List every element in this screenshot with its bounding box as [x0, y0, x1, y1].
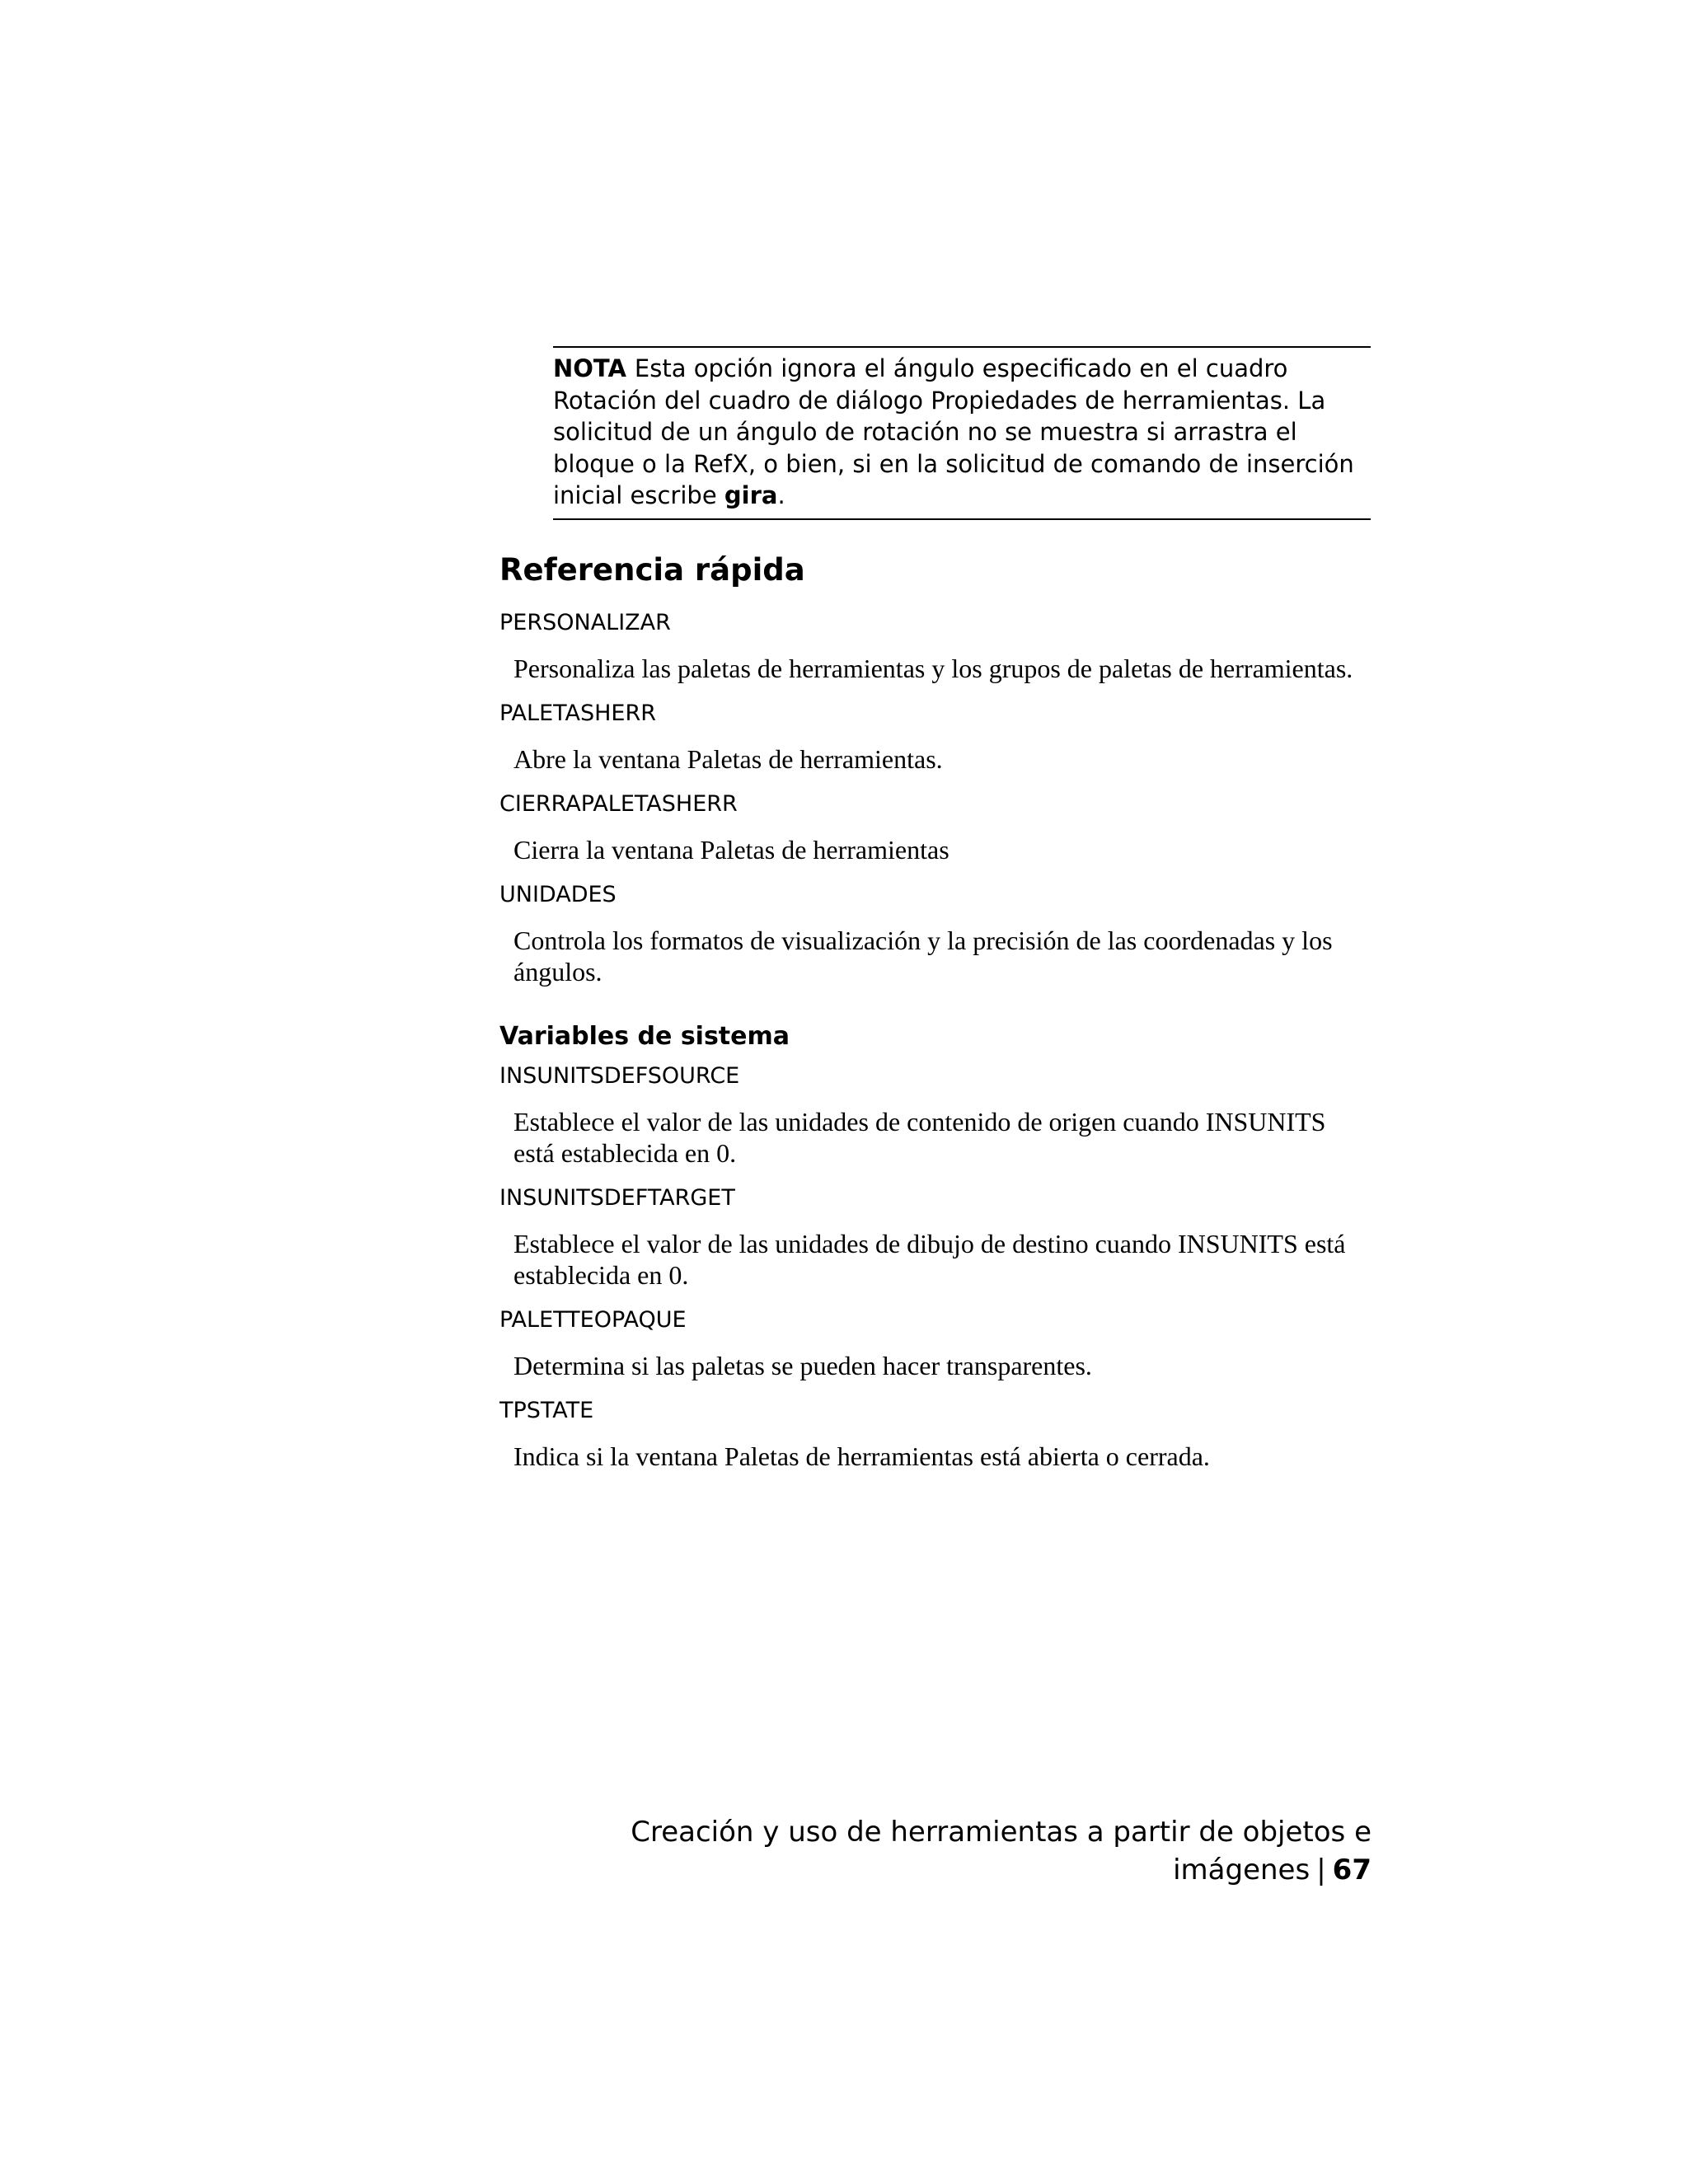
variable-term: TPSTATE [499, 1398, 594, 1423]
command-term: CIERRAPALETASHERR [499, 791, 738, 817]
page-number: 67 [1332, 1854, 1372, 1886]
command-description: Personaliza las paletas de herramientas y los grupos de paletas de herramientas. [513, 654, 1353, 683]
note-keyword: gira [724, 481, 778, 509]
command-term: UNIDADES [499, 882, 617, 907]
command-term: PERSONALIZAR [499, 610, 671, 635]
variable-description: Establece el valor de las unidades de contenido de origen cuando INSUNITS está establecida en 0. [513, 1107, 1326, 1168]
variable-description: Determina si las paletas se pueden hacer transparentes. [513, 1351, 1092, 1380]
command-description: Abre la ventana Paletas de herramientas. [513, 744, 943, 774]
page-footer [499, 1813, 1372, 1889]
variable-term: INSUNITSDEFTARGET [499, 1185, 735, 1211]
quick-reference-heading: Referencia rápida [499, 552, 805, 588]
variable-term: PALETTEOPAQUE [499, 1307, 687, 1333]
command-description: Cierra la ventana Paletas de herramientas [513, 835, 950, 865]
command-term: PALETASHERR [499, 701, 657, 726]
variable-description: Establece el valor de las unidades de dibujo de destino cuando INSUNITS está establecida en 0. [513, 1229, 1346, 1290]
note-box [553, 346, 1371, 520]
footer-separator: | [1316, 1854, 1326, 1886]
main-content [499, 551, 1372, 1487]
note-text: Esta opción ignora el ángulo especificado en el cuadro Rotación del cuadro de diálogo Propiedades de herramientas. La solicitud de un ángulo de rotación no se muestra si arrastra el bloque o la RefX, o bien, si en la solicitud de comando de inserción inicial escribe [553, 354, 1354, 509]
variable-term: INSUNITSDEFSOURCE [499, 1063, 740, 1089]
system-variables-heading: Variables de sistema [499, 1022, 790, 1051]
note-end: . [777, 481, 785, 509]
variable-description: Indica si la ventana Paletas de herramientas está abierta o cerrada. [513, 1441, 1210, 1471]
footer-title: Creación y uso de herramientas a partir de objetos e imágenes [631, 1816, 1372, 1886]
note-label: NOTA [553, 354, 626, 382]
command-description: Controla los formatos de visualización y la precisión de las coordenadas y los ángulos. [513, 926, 1333, 987]
